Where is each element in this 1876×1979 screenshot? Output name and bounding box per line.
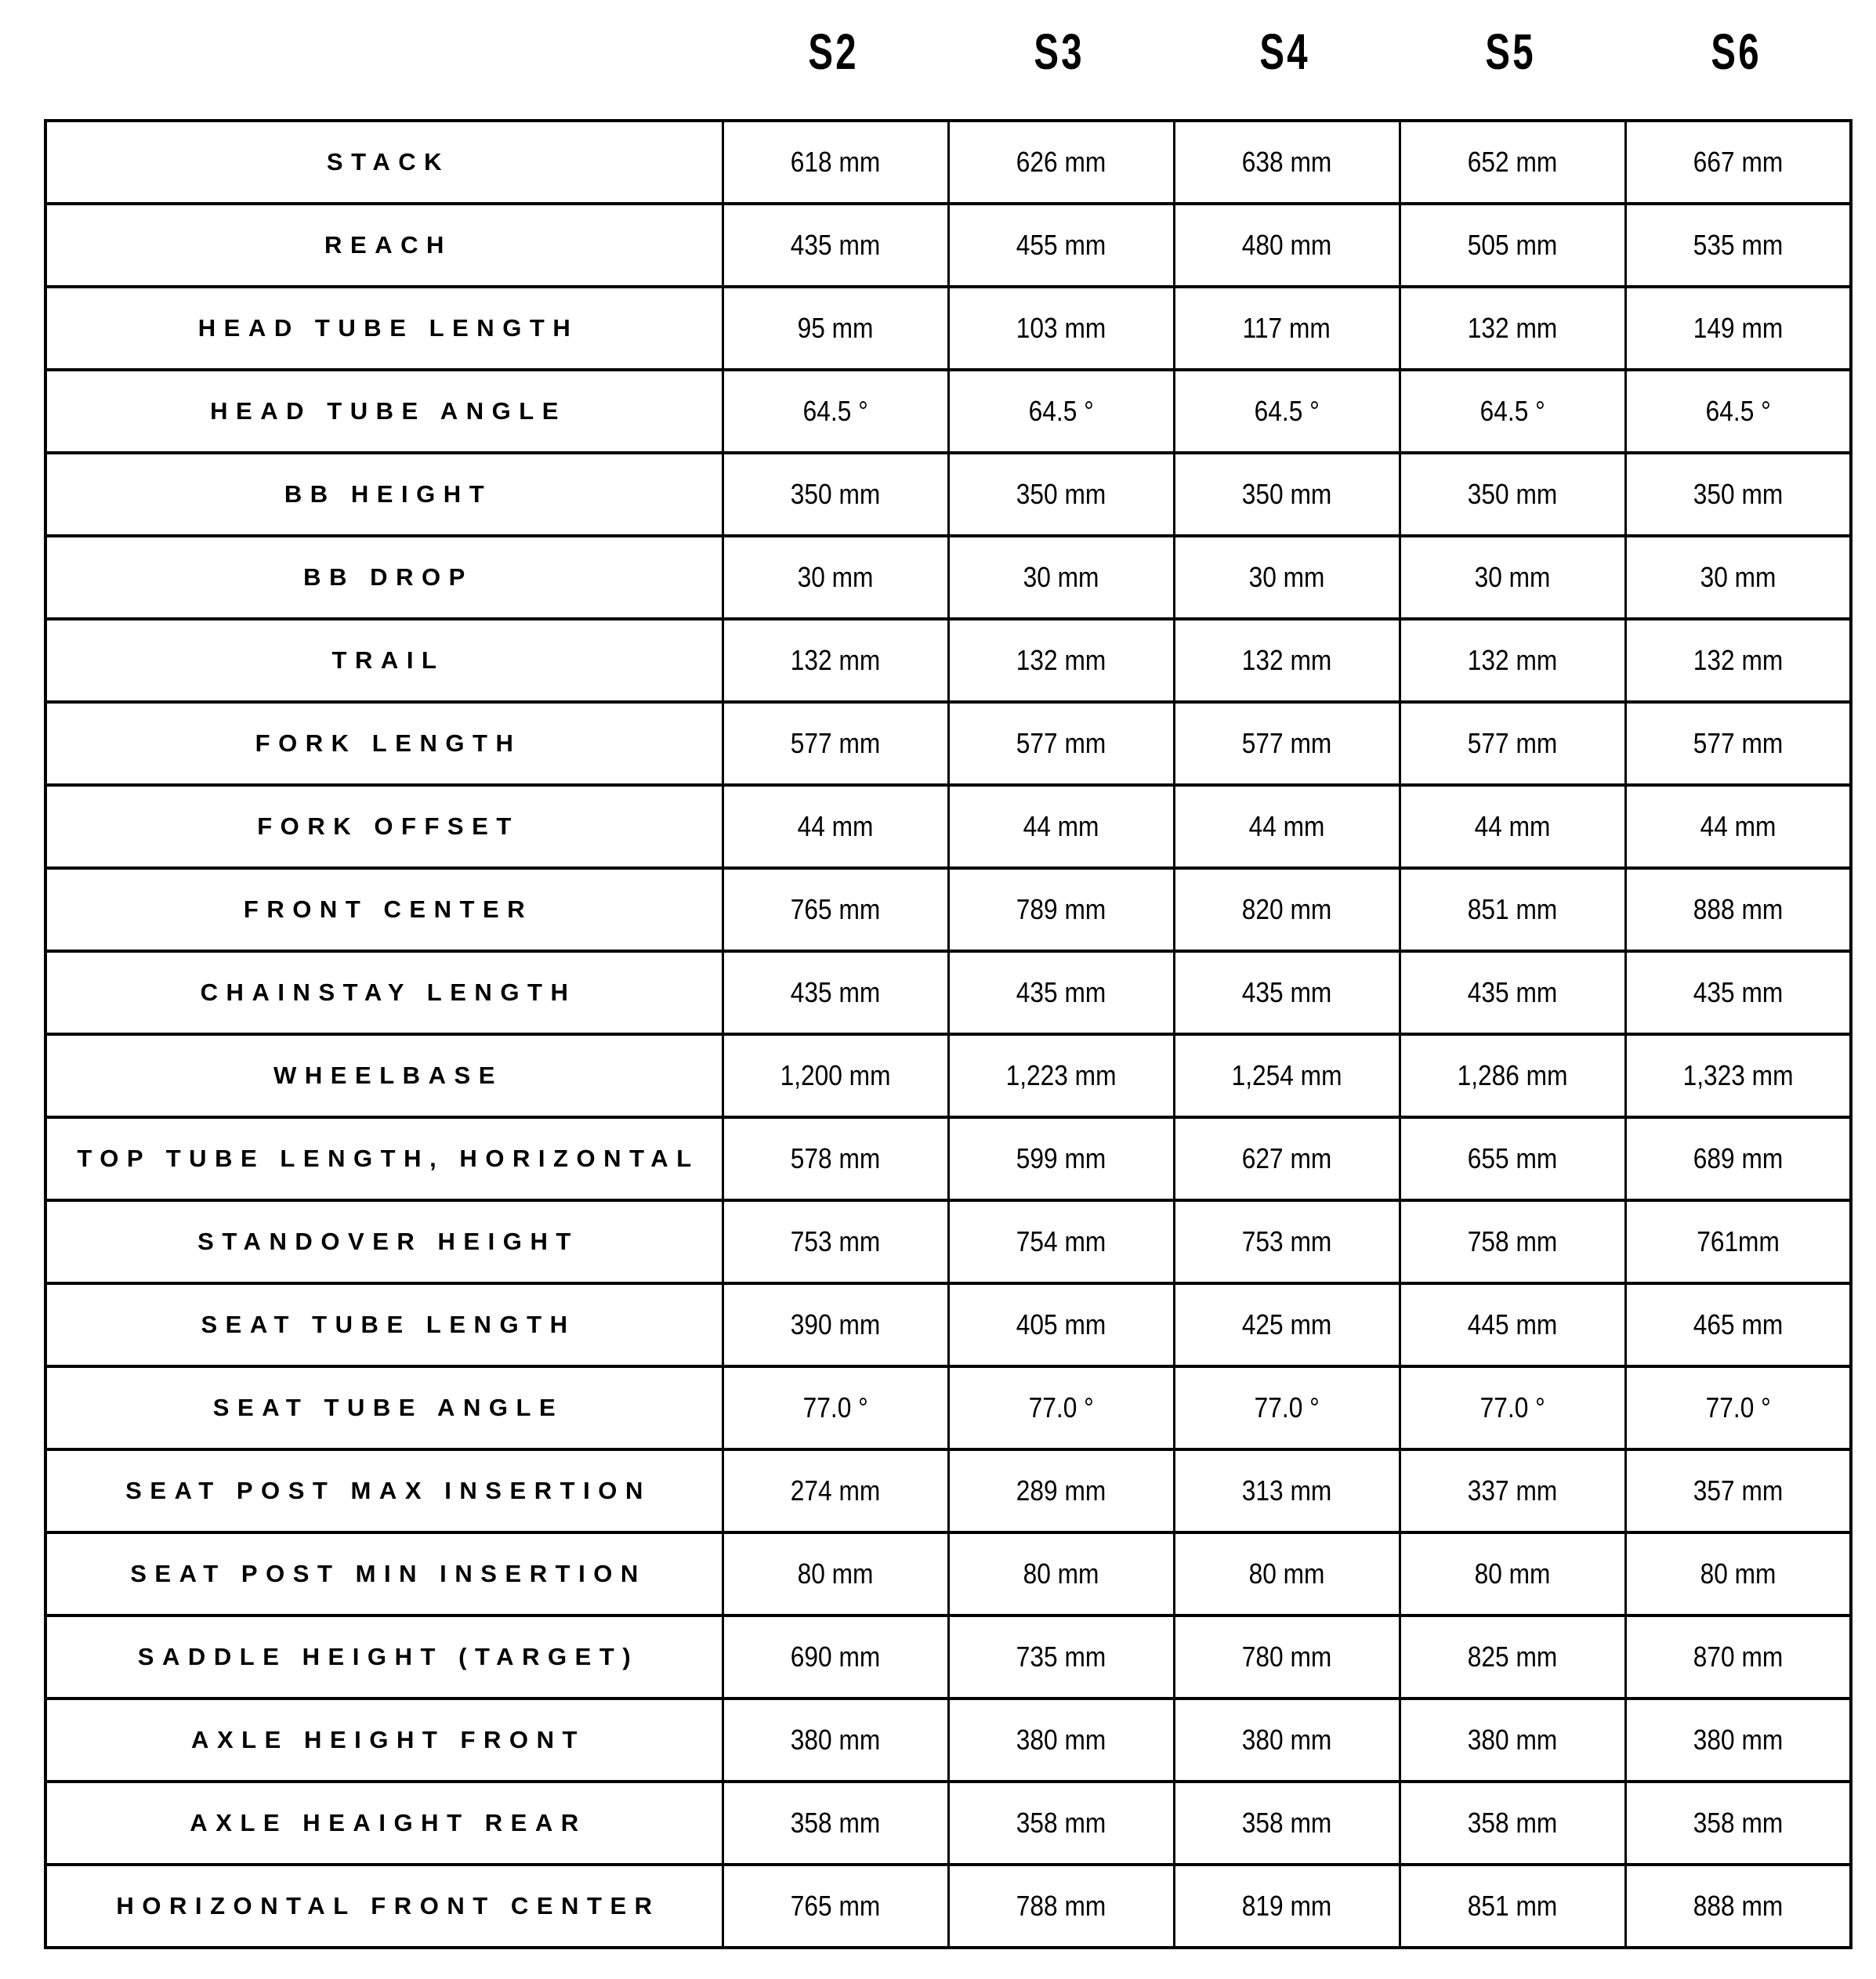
value-cell — [723, 619, 948, 702]
value-text: 30 mm — [1023, 561, 1099, 593]
value-cell — [1400, 1200, 1625, 1283]
table-row-seat-post-min-insertion — [45, 1532, 1851, 1615]
row-label: REACH — [45, 204, 723, 287]
value-cell — [723, 951, 948, 1034]
value-cell — [948, 1615, 1174, 1699]
value-text: 95 mm — [797, 312, 874, 344]
column-header-spacer — [44, 16, 721, 88]
value-cell — [1625, 1200, 1851, 1283]
value-cell — [1400, 1283, 1625, 1366]
value-cell — [948, 1117, 1174, 1200]
table-row-axle-height-rear — [45, 1782, 1851, 1865]
value-text: 350 mm — [1467, 478, 1558, 510]
table-row-seat-tube-length — [45, 1283, 1851, 1366]
value-text: 465 mm — [1693, 1308, 1783, 1340]
value-text: 44 mm — [1700, 810, 1776, 842]
value-text: 888 mm — [1693, 893, 1783, 925]
value-text: 30 mm — [1700, 561, 1776, 593]
value-text: 577 mm — [1693, 727, 1783, 759]
row-label: BB DROP — [45, 536, 723, 619]
value-cell — [1625, 1532, 1851, 1615]
value-cell — [1400, 1366, 1625, 1449]
row-label: HEAD TUBE ANGLE — [45, 370, 723, 453]
column-header-s5 — [1398, 16, 1624, 88]
value-text: 64.5 ° — [1028, 395, 1094, 427]
value-text: 780 mm — [1241, 1641, 1332, 1673]
value-cell — [723, 536, 948, 619]
value-cell — [1625, 1865, 1851, 1948]
value-cell — [1625, 702, 1851, 785]
value-text: 117 mm — [1242, 312, 1331, 344]
value-text: 599 mm — [1016, 1142, 1106, 1174]
value-cell — [948, 1200, 1174, 1283]
value-text: 765 mm — [790, 1890, 881, 1922]
value-cell — [723, 370, 948, 453]
value-cell — [723, 702, 948, 785]
table-row-wheelbase — [45, 1034, 1851, 1117]
value-cell — [948, 536, 1174, 619]
value-cell — [1174, 1699, 1400, 1782]
value-cell — [948, 868, 1174, 951]
table-row-seat-post-max-insertion — [45, 1449, 1851, 1532]
value-cell — [948, 204, 1174, 287]
row-label: AXLE HEIGHT FRONT — [45, 1699, 723, 1782]
value-cell — [1400, 536, 1625, 619]
value-cell — [1625, 951, 1851, 1034]
table-row-horizontal-front-center — [45, 1865, 1851, 1948]
value-cell — [723, 1699, 948, 1782]
value-cell — [1174, 702, 1400, 785]
value-cell — [1400, 1449, 1625, 1532]
value-text: 132 mm — [1016, 644, 1106, 676]
value-text: 44 mm — [1248, 810, 1325, 842]
value-cell — [1400, 1865, 1625, 1948]
value-text: 30 mm — [1474, 561, 1551, 593]
row-label: STANDOVER HEIGHT — [45, 1200, 723, 1283]
row-label: FORK LENGTH — [45, 702, 723, 785]
value-cell — [1174, 785, 1400, 868]
value-text: 357 mm — [1693, 1474, 1783, 1507]
value-cell — [1625, 1034, 1851, 1117]
value-text: 80 mm — [1248, 1558, 1325, 1590]
row-label: WHEELBASE — [45, 1034, 723, 1117]
value-text: 825 mm — [1467, 1641, 1558, 1673]
value-text: 350 mm — [790, 478, 881, 510]
value-cell — [1400, 121, 1625, 204]
value-cell — [1400, 370, 1625, 453]
value-text: 788 mm — [1016, 1890, 1106, 1922]
value-cell — [948, 785, 1174, 868]
value-cell — [723, 1283, 948, 1366]
value-text: 789 mm — [1016, 893, 1106, 925]
table-row-chainstay-length — [45, 951, 1851, 1034]
table-row-seat-tube-angle — [45, 1366, 1851, 1449]
value-text: 758 mm — [1467, 1225, 1558, 1257]
value-text: 505 mm — [1467, 229, 1558, 261]
value-text: 64.5 ° — [1479, 395, 1545, 427]
row-label: BB HEIGHT — [45, 453, 723, 536]
value-text: 380 mm — [790, 1724, 881, 1756]
value-text: 435 mm — [790, 976, 881, 1008]
value-cell — [1625, 1782, 1851, 1865]
column-header-s3-text: S3 — [1034, 24, 1085, 80]
value-text: 358 mm — [1016, 1807, 1106, 1839]
value-cell — [1400, 785, 1625, 868]
value-text: 627 mm — [1241, 1142, 1332, 1174]
value-text: 445 mm — [1467, 1308, 1558, 1340]
row-label: AXLE HEAIGHT REAR — [45, 1782, 723, 1865]
value-text: 80 mm — [797, 1558, 874, 1590]
value-cell — [723, 1865, 948, 1948]
table-row-head-tube-angle — [45, 370, 1851, 453]
value-text: 313 mm — [1241, 1474, 1332, 1507]
value-text: 577 mm — [1241, 727, 1332, 759]
value-cell — [723, 1366, 948, 1449]
value-text: 577 mm — [1467, 727, 1558, 759]
value-cell — [1174, 1366, 1400, 1449]
value-cell — [723, 1200, 948, 1283]
value-cell — [1400, 1034, 1625, 1117]
value-text: 350 mm — [1016, 478, 1106, 510]
table-row-standover-height — [45, 1200, 1851, 1283]
value-cell — [1625, 370, 1851, 453]
value-cell — [1400, 868, 1625, 951]
value-cell — [1625, 121, 1851, 204]
value-text: 77.0 ° — [1254, 1391, 1320, 1424]
value-text: 870 mm — [1693, 1641, 1783, 1673]
value-cell — [723, 204, 948, 287]
value-text: 1,200 mm — [780, 1059, 891, 1091]
value-cell — [1625, 619, 1851, 702]
value-cell — [1174, 287, 1400, 370]
value-text: 44 mm — [1474, 810, 1551, 842]
value-cell — [1174, 868, 1400, 951]
value-cell — [1400, 287, 1625, 370]
table-row-reach — [45, 204, 1851, 287]
value-text: 358 mm — [1467, 1807, 1558, 1839]
value-cell — [1400, 1699, 1625, 1782]
value-text: 80 mm — [1700, 1558, 1776, 1590]
value-cell — [1400, 453, 1625, 536]
value-cell — [723, 1449, 948, 1532]
value-cell — [1174, 1034, 1400, 1117]
value-cell — [723, 1117, 948, 1200]
value-cell — [723, 1034, 948, 1117]
value-cell — [1174, 536, 1400, 619]
value-text: 132 mm — [1693, 644, 1783, 676]
value-cell — [723, 1532, 948, 1615]
table-row-axle-height-front — [45, 1699, 1851, 1782]
value-cell — [948, 619, 1174, 702]
value-text: 77.0 ° — [802, 1391, 868, 1424]
value-cell — [1174, 1117, 1400, 1200]
value-text: 350 mm — [1693, 478, 1783, 510]
value-cell — [1625, 1366, 1851, 1449]
row-label: SEAT TUBE ANGLE — [45, 1366, 723, 1449]
value-cell — [948, 1699, 1174, 1782]
table-row-front-center — [45, 868, 1851, 951]
value-text: 578 mm — [790, 1142, 881, 1174]
value-text: 350 mm — [1241, 478, 1332, 510]
table-row-fork-offset — [45, 785, 1851, 868]
value-cell — [948, 1865, 1174, 1948]
value-cell — [723, 287, 948, 370]
value-text: 455 mm — [1016, 229, 1106, 261]
table-row-head-tube-length — [45, 287, 1851, 370]
value-text: 753 mm — [1241, 1225, 1332, 1257]
value-cell — [1174, 1449, 1400, 1532]
value-text: 30 mm — [1248, 561, 1325, 593]
value-text: 132 mm — [1467, 312, 1558, 344]
value-cell — [1174, 1200, 1400, 1283]
value-cell — [1174, 121, 1400, 204]
value-text: 358 mm — [1241, 1807, 1332, 1839]
value-text: 765 mm — [790, 893, 881, 925]
value-text: 1,323 mm — [1682, 1059, 1794, 1091]
value-cell — [1625, 785, 1851, 868]
value-cell — [1174, 370, 1400, 453]
row-label: FORK OFFSET — [45, 785, 723, 868]
value-cell — [1174, 453, 1400, 536]
value-text: 435 mm — [1693, 976, 1783, 1008]
value-text: 618 mm — [790, 146, 881, 178]
row-label: HEAD TUBE LENGTH — [45, 287, 723, 370]
row-label: SADDLE HEIGHT (TARGET) — [45, 1615, 723, 1699]
value-text: 289 mm — [1016, 1474, 1106, 1507]
value-cell — [1174, 1782, 1400, 1865]
value-text: 626 mm — [1016, 146, 1106, 178]
value-text: 77.0 ° — [1705, 1391, 1771, 1424]
value-text: 689 mm — [1693, 1142, 1783, 1174]
value-text: 1,223 mm — [1005, 1059, 1117, 1091]
value-text: 753 mm — [790, 1225, 881, 1257]
value-cell — [948, 121, 1174, 204]
value-cell — [723, 1615, 948, 1699]
column-header-s4-text: S4 — [1259, 24, 1311, 80]
value-cell — [1625, 1449, 1851, 1532]
row-label: FRONT CENTER — [45, 868, 723, 951]
value-text: 819 mm — [1241, 1890, 1332, 1922]
value-text: 425 mm — [1241, 1308, 1332, 1340]
value-text: 435 mm — [1241, 976, 1332, 1008]
table-row-bb-height — [45, 453, 1851, 536]
value-text: 1,286 mm — [1457, 1059, 1568, 1091]
value-text: 77.0 ° — [1479, 1391, 1545, 1424]
value-cell — [948, 702, 1174, 785]
value-text: 80 mm — [1023, 1558, 1099, 1590]
value-cell — [948, 1283, 1174, 1366]
value-cell — [948, 1532, 1174, 1615]
value-cell — [1400, 1615, 1625, 1699]
column-headers — [44, 16, 1849, 88]
value-text: 754 mm — [1016, 1225, 1106, 1257]
value-text: 149 mm — [1693, 312, 1783, 344]
value-text: 132 mm — [1467, 644, 1558, 676]
value-cell — [723, 868, 948, 951]
value-text: 577 mm — [1016, 727, 1106, 759]
value-text: 667 mm — [1693, 146, 1783, 178]
value-text: 380 mm — [1241, 1724, 1332, 1756]
value-text: 380 mm — [1016, 1724, 1106, 1756]
value-text: 77.0 ° — [1028, 1391, 1094, 1424]
row-label: HORIZONTAL FRONT CENTER — [45, 1865, 723, 1948]
value-cell — [948, 287, 1174, 370]
value-cell — [723, 121, 948, 204]
value-cell — [948, 453, 1174, 536]
value-cell — [1625, 1117, 1851, 1200]
value-cell — [1174, 951, 1400, 1034]
value-text: 274 mm — [790, 1474, 881, 1507]
value-text: 132 mm — [1241, 644, 1332, 676]
table-row-top-tube-length-horizontal — [45, 1117, 1851, 1200]
value-text: 103 mm — [1016, 312, 1106, 344]
value-cell — [1174, 1615, 1400, 1699]
value-cell — [1625, 536, 1851, 619]
value-text: 380 mm — [1693, 1724, 1783, 1756]
value-cell — [1174, 1532, 1400, 1615]
value-cell — [948, 1034, 1174, 1117]
row-label: SEAT POST MAX INSERTION — [45, 1449, 723, 1532]
value-cell — [1400, 204, 1625, 287]
column-header-s6-text: S6 — [1711, 24, 1762, 80]
value-cell — [948, 1782, 1174, 1865]
column-header-s4 — [1172, 16, 1398, 88]
value-cell — [723, 1782, 948, 1865]
value-cell — [948, 951, 1174, 1034]
value-cell — [723, 785, 948, 868]
value-text: 851 mm — [1467, 1890, 1558, 1922]
value-text: 390 mm — [790, 1308, 881, 1340]
row-label: SEAT TUBE LENGTH — [45, 1283, 723, 1366]
column-header-s5-text: S5 — [1485, 24, 1537, 80]
row-label: SEAT POST MIN INSERTION — [45, 1532, 723, 1615]
value-cell — [1400, 619, 1625, 702]
value-text: 358 mm — [1693, 1807, 1783, 1839]
value-cell — [1174, 619, 1400, 702]
value-text: 380 mm — [1467, 1724, 1558, 1756]
value-cell — [1400, 1782, 1625, 1865]
value-text: 80 mm — [1474, 1558, 1551, 1590]
value-text: 652 mm — [1467, 146, 1558, 178]
value-text: 132 mm — [790, 644, 881, 676]
value-text: 44 mm — [797, 810, 874, 842]
table-row-fork-length — [45, 702, 1851, 785]
value-text: 851 mm — [1467, 893, 1558, 925]
value-text: 435 mm — [1016, 976, 1106, 1008]
value-cell — [1625, 204, 1851, 287]
table-row-saddle-height-target — [45, 1615, 1851, 1699]
value-text: 690 mm — [790, 1641, 881, 1673]
value-text: 735 mm — [1016, 1641, 1106, 1673]
value-cell — [1174, 204, 1400, 287]
value-text: 435 mm — [1467, 976, 1558, 1008]
value-text: 480 mm — [1241, 229, 1332, 261]
value-text: 535 mm — [1693, 229, 1783, 261]
value-cell — [1174, 1283, 1400, 1366]
value-cell — [1625, 1283, 1851, 1366]
value-text: 64.5 ° — [1705, 395, 1771, 427]
value-text: 888 mm — [1693, 1890, 1783, 1922]
value-text: 30 mm — [797, 561, 874, 593]
value-text: 1,254 mm — [1231, 1059, 1342, 1091]
value-cell — [948, 1449, 1174, 1532]
table-row-bb-drop — [45, 536, 1851, 619]
geometry-table — [44, 119, 1852, 1949]
value-cell — [1174, 1865, 1400, 1948]
value-text: 64.5 ° — [802, 395, 868, 427]
value-cell — [1400, 702, 1625, 785]
row-label: STACK — [45, 121, 723, 204]
value-text: 435 mm — [790, 229, 881, 261]
value-cell — [1400, 1532, 1625, 1615]
value-text: 638 mm — [1241, 146, 1332, 178]
column-header-s2-text: S2 — [808, 24, 860, 80]
value-text: 761mm — [1696, 1225, 1780, 1257]
value-text: 655 mm — [1467, 1142, 1558, 1174]
value-cell — [1400, 951, 1625, 1034]
value-cell — [1400, 1117, 1625, 1200]
row-label: CHAINSTAY LENGTH — [45, 951, 723, 1034]
value-text: 337 mm — [1467, 1474, 1558, 1507]
value-text: 577 mm — [790, 727, 881, 759]
value-cell — [1625, 453, 1851, 536]
value-text: 64.5 ° — [1254, 395, 1320, 427]
row-label: TRAIL — [45, 619, 723, 702]
value-cell — [1625, 1699, 1851, 1782]
value-cell — [948, 1366, 1174, 1449]
row-label: TOP TUBE LENGTH, HORIZONTAL — [45, 1117, 723, 1200]
column-header-s3 — [947, 16, 1172, 88]
value-text: 44 mm — [1023, 810, 1099, 842]
value-text: 820 mm — [1241, 893, 1332, 925]
column-header-s2 — [721, 16, 947, 88]
value-cell — [1625, 1615, 1851, 1699]
value-text: 358 mm — [790, 1807, 881, 1839]
value-cell — [1625, 287, 1851, 370]
value-text: 405 mm — [1016, 1308, 1106, 1340]
table-row-trail — [45, 619, 1851, 702]
value-cell — [948, 370, 1174, 453]
value-cell — [723, 453, 948, 536]
column-header-s6 — [1624, 16, 1849, 88]
value-cell — [1625, 868, 1851, 951]
table-row-stack — [45, 121, 1851, 204]
